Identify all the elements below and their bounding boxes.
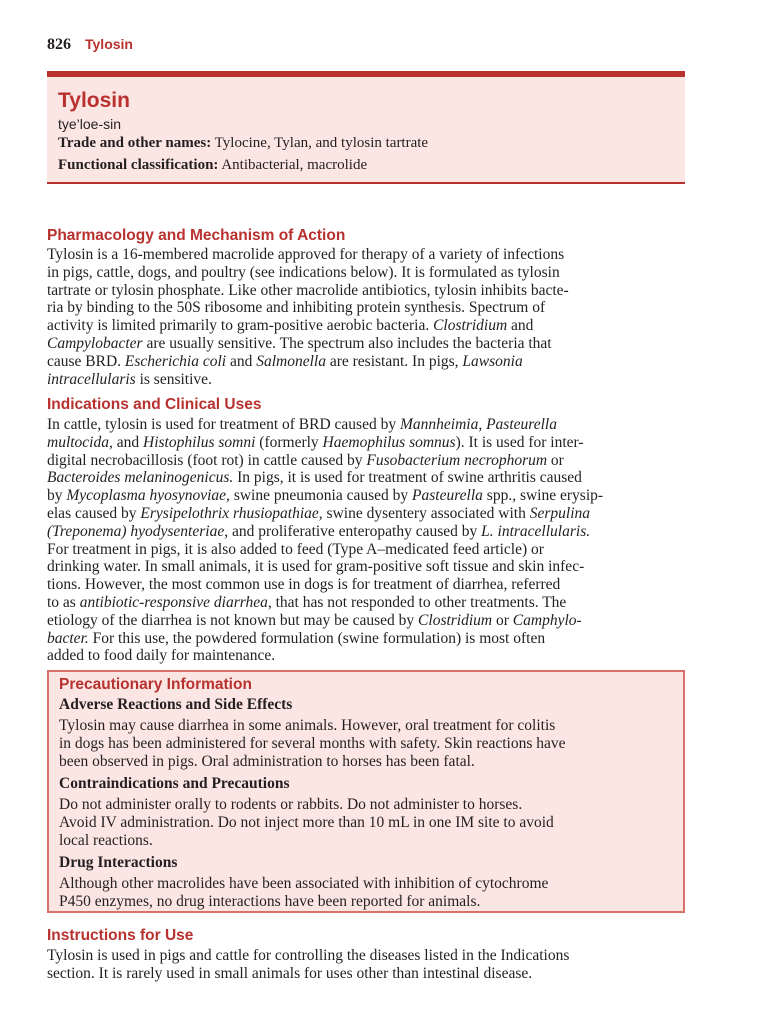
- classification-label: Functional classification:: [58, 157, 219, 173]
- text-line: tions. However, the most common use in dogs is for treatment of diarrhea, referred: [47, 576, 561, 594]
- pharmacology-heading: Pharmacology and Mechanism of Action: [47, 227, 346, 244]
- precautionary-box: [47, 670, 685, 913]
- trade-names-label: Trade and other names:: [58, 135, 212, 151]
- text-line: by Mycoplasma hyosynoviae, swine pneumonia caused by Pasteurella spp., swine erysip-: [47, 487, 604, 505]
- pharmacology-text: [47, 246, 687, 388]
- text-line: Tylosin is a 16-membered macrolide approved for therapy of a variety of infections: [47, 246, 565, 263]
- text-line: Although other macrolides have been associated with inhibition of cytochrome: [59, 875, 549, 892]
- text-line: etiology of the diarrhea is not known but may be caused by Clostridium or Camphylo-: [47, 611, 582, 629]
- trade-names: [58, 135, 428, 152]
- text-line: Bacteroides melaninogenicus. In pigs, it is used for treatment of swine arthritis caused: [47, 469, 582, 487]
- text-line: drinking water. In small animals, it is used for gram-positive soft tissue and skin infec-: [47, 558, 585, 576]
- text-line: intracellularis is sensitive.: [47, 370, 212, 388]
- drug-interactions-heading: Drug Interactions: [59, 854, 178, 871]
- text-line: bacter. For this use, the powdered formulation (swine formulation) is most often: [47, 629, 546, 647]
- instructions-text: [47, 947, 687, 983]
- indications-heading: Indications and Clinical Uses: [47, 396, 262, 413]
- adverse-reactions-heading: Adverse Reactions and Side Effects: [59, 696, 293, 713]
- text-line: digital necrobacillosis (foot rot) in cattle caused by Fusobacterium necrophorum or: [47, 451, 564, 469]
- text-line: in dogs has been administered for several months with safety. Skin reactions have: [59, 734, 566, 752]
- text-line: section. It is rarely used in small animals for uses other than intestinal disease.: [47, 964, 533, 982]
- text-line: Do not administer orally to rodents or rabbits. Do not administer to horses.: [59, 796, 523, 813]
- contraindications-text: [59, 796, 679, 849]
- functional-classification: [58, 157, 367, 174]
- page-number: 826: [47, 36, 71, 53]
- text-line: added to food daily for maintenance.: [47, 647, 276, 665]
- text-line: (Treponema) hyodysenteriae, and proliferative enteropathy caused by L. intracellularis.: [47, 522, 591, 540]
- text-line: local reactions.: [59, 831, 153, 849]
- drug-interactions-text: [59, 875, 679, 911]
- text-line: in pigs, cattle, dogs, and poultry (see indications below). It is formulated as tylosin: [47, 263, 560, 281]
- text-line: Avoid IV administration. Do not inject more than 10 mL in one IM site to avoid: [59, 813, 554, 831]
- precautionary-heading: Precautionary Information: [59, 676, 252, 693]
- classification-value: Antibacterial, macrolide: [218, 157, 368, 173]
- text-line: activity is limited primarily to gram-positive aerobic bacteria. Clostridium and: [47, 317, 534, 335]
- text-line: tartrate or tylosin phosphate. Like other macrolide antibiotics, tylosin inhibits bacte-: [47, 281, 569, 299]
- text-line: Tylosin may cause diarrhea in some animals. However, oral treatment for colitis: [59, 717, 556, 734]
- text-line: to as antibiotic-responsive diarrhea, that has not responded to other treatments. The: [47, 593, 567, 611]
- trade-names-value: Tylocine, Tylan, and tylosin tartrate: [211, 135, 429, 151]
- text-line: cause BRD. Escherichia coli and Salmonella are resistant. In pigs, Lawsonia: [47, 352, 523, 370]
- pronunciation: tye’loe-sin: [58, 116, 122, 132]
- drug-title-box: [47, 71, 685, 183]
- indications-text: [47, 416, 687, 665]
- text-line: ria by binding to the 50S ribosome and inhibiting protein synthesis. Spectrum of: [47, 299, 546, 317]
- adverse-reactions-text: [59, 717, 679, 770]
- page-header: [47, 36, 133, 54]
- title-divider: [47, 182, 685, 184]
- text-line: For treatment in pigs, it is also added to feed (Type A–medicated feed article) or: [47, 540, 544, 558]
- drug-title: Tylosin: [58, 89, 130, 112]
- text-line: elas caused by Erysipelothrix rhusiopathiae, swine dysentery associated with Serpulina: [47, 504, 591, 522]
- text-line: Campylobacter are usually sensitive. The spectrum also includes the bacteria that: [47, 334, 552, 352]
- text-line: Tylosin is used in pigs and cattle for controlling the diseases listed in the Indications: [47, 947, 570, 964]
- instructions-heading: Instructions for Use: [47, 927, 194, 944]
- text-line: P450 enzymes, no drug interactions have been reported for animals.: [59, 892, 481, 910]
- text-line: been observed in pigs. Oral administration to horses has been fatal.: [59, 752, 475, 770]
- contraindications-heading: Contraindications and Precautions: [59, 775, 290, 792]
- text-line: In cattle, tylosin is used for treatment of BRD caused by Mannheimia, Pasteurella: [47, 416, 557, 433]
- text-line: multocida, and Histophilus somni (formerly Haemophilus somnus). It is used for inter-: [47, 433, 584, 451]
- running-title: Tylosin: [85, 36, 133, 52]
